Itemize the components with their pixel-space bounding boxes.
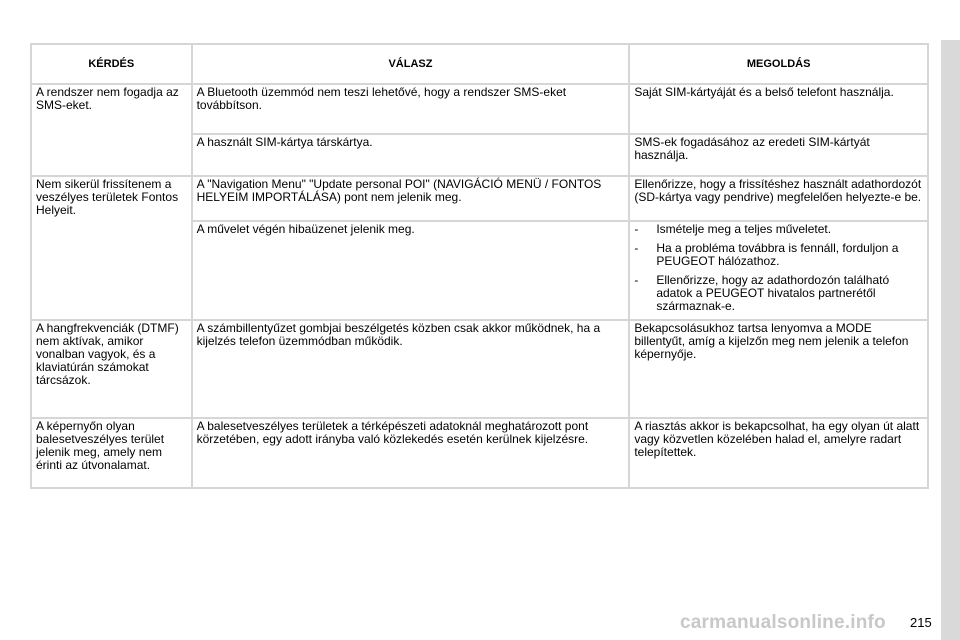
table-row — [31, 418, 928, 488]
solution-cell: A riasztás akkor is bekapcsolhat, ha egy olyan út alatt vagy közvetlen közelében halad el, amelyre radart telepítettek. — [629, 418, 928, 488]
step-text: Ellenőrizze, hogy az adathordozón található adatok a PEUGEOT hivatalos partnerétől származnak-e. — [656, 273, 890, 313]
solution-cell — [629, 221, 928, 320]
troubleshooting-table — [30, 43, 929, 489]
page-number: 215 — [910, 615, 932, 630]
answer-cell: A használt SIM-kártya társkártya. — [192, 134, 630, 176]
header-solution: MEGOLDÁS — [629, 44, 928, 84]
bullet-dash: - — [634, 222, 639, 236]
solution-cell: Ellenőrizze, hogy a frissítéshez használt adathordozót (SD-kártya vagy pendrive) megfelelően helyezte-e be. — [629, 176, 928, 221]
table-header-row — [31, 44, 928, 84]
list-item — [634, 242, 924, 268]
solution-steps-list — [634, 223, 924, 313]
table-row — [31, 176, 928, 221]
question-cell: A rendszer nem fogadja az SMS-eket. — [31, 84, 192, 176]
header-question: KÉRDÉS — [31, 44, 192, 84]
answer-cell: A számbillentyűzet gombjai beszélgetés közben csak akkor működnek, ha a kijelzés telefon üzemmódban működik. — [192, 320, 630, 418]
step-text: Ha a probléma továbbra is fennáll, forduljon a PEUGEOT hálózathoz. — [656, 241, 899, 268]
list-item — [634, 223, 924, 236]
header-answer: VÁLASZ — [192, 44, 630, 84]
answer-cell: A balesetveszélyes területek a térképészeti adatoknál meghatározott pont körzetében, egy adott irányba való közlekedés esetén kerülnek kijelzésre. — [192, 418, 630, 488]
list-item — [634, 274, 924, 313]
solution-cell: Bekapcsolásukhoz tartsa lenyomva a MODE billentyűt, amíg a kijelzőn meg nem jelenik a telefon képernyője. — [629, 320, 928, 418]
bullet-dash: - — [634, 273, 639, 287]
bullet-dash: - — [634, 241, 639, 255]
answer-cell: A Bluetooth üzemmód nem teszi lehetővé, hogy a rendszer SMS-eket továbbítson. — [192, 84, 630, 134]
table-row — [31, 320, 928, 418]
step-text: Ismételje meg a teljes műveletet. — [656, 222, 832, 236]
table-row — [31, 84, 928, 134]
question-cell: A hangfrekvenciák (DTMF) nem aktívak, amikor vonalban vagyok, és a klaviatúrán számokat tárcsázok. — [31, 320, 192, 418]
answer-cell: A művelet végén hibaüzenet jelenik meg. — [192, 221, 630, 320]
solution-cell: SMS-ek fogadásához az eredeti SIM-kártyát használja. — [629, 134, 928, 176]
page-side-tab — [941, 40, 960, 640]
answer-cell: A "Navigation Menu" "Update personal POI" (NAVIGÁCIÓ MENÜ / FONTOS HELYEIM IMPORTÁLÁSA) pont nem jelenik meg. — [192, 176, 630, 221]
question-cell: Nem sikerül frissítenem a veszélyes területek Fontos Helyeit. — [31, 176, 192, 320]
solution-cell: Saját SIM-kártyáját és a belső telefont használja. — [629, 84, 928, 134]
watermark-text: carmanualsonline.info — [680, 612, 886, 633]
question-cell: A képernyőn olyan balesetveszélyes terület jelenik meg, amely nem érinti az útvonalamat. — [31, 418, 192, 488]
